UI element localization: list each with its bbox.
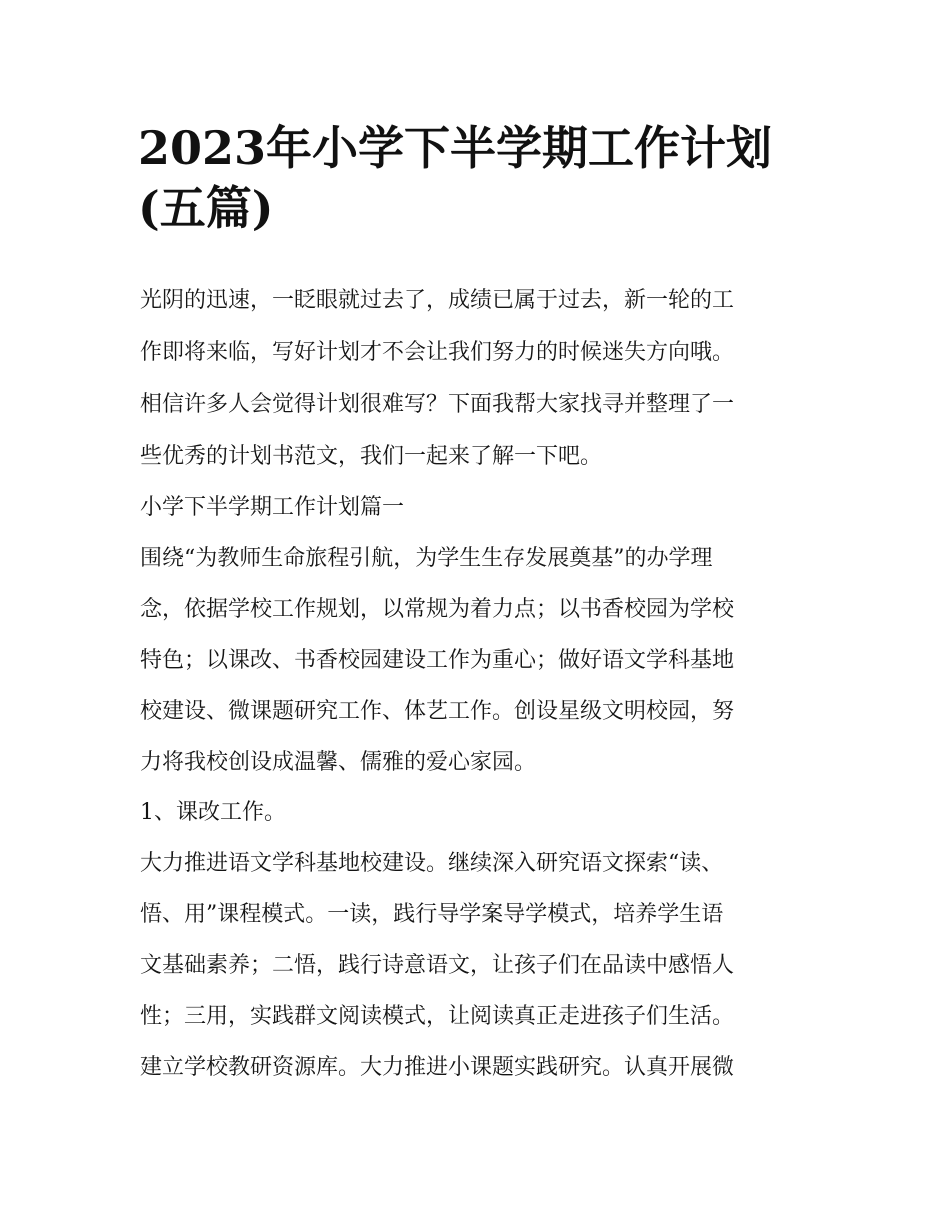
paragraph1-line-1: 围绕“为教师生命旅程引航，为学生生存发展奠基”的办学理: [140, 546, 713, 571]
paragraph1-line-5: 力将我校创设成温馨、儒雅的爱心家园。: [140, 750, 537, 775]
paragraph1-line-3: 特色；以课改、书香校园建设工作为重心；做好语文学科基地: [140, 648, 735, 673]
paragraph2-line-1: 大力推进语文学科基地校建设。继续深入研究语文探索“读、: [140, 851, 724, 876]
intro-line-2: 作即将来临，写好计划才不会让我们努力的时候迷失方向哦。: [140, 340, 735, 365]
paragraph2-line-4: 性；三用，实践群文阅读模式，让阅读真正走进孩子们生活。: [140, 1004, 735, 1029]
title-line-1: 2023年小学下半学期工作计划: [138, 121, 773, 175]
paragraph2-line-5: 建立学校教研资源库。大力推进小课题实践研究。认真开展微: [140, 1055, 735, 1080]
intro-line-4: 些优秀的计划书范文，我们一起来了解一下吧。: [140, 444, 603, 469]
intro-line-3: 相信许多人会觉得计划很难写？下面我帮大家找寻并整理了一: [140, 392, 735, 417]
document-title: [138, 118, 818, 238]
paragraph1-line-4: 校建设、微课题研究工作、体艺工作。创设星级文明校园，努: [140, 699, 735, 724]
title-line-2: (五篇): [138, 181, 274, 235]
intro-line-1: 光阴的迅速，一眨眼就过去了，成绩已属于过去，新一轮的工: [140, 288, 735, 313]
section-heading: 小学下半学期工作计划篇一: [140, 495, 405, 520]
item1-heading: 1、课改工作。: [140, 800, 286, 825]
paragraph2-line-2: 悟、用”课程模式。一读，践行导学案导学模式，培养学生语: [140, 902, 724, 927]
paragraph1-line-2: 念，依据学校工作规划，以常规为着力点；以书香校园为学校: [140, 597, 735, 622]
paragraph2-line-3: 文基础素养；二悟，践行诗意语文，让孩子们在品读中感悟人: [140, 953, 735, 978]
